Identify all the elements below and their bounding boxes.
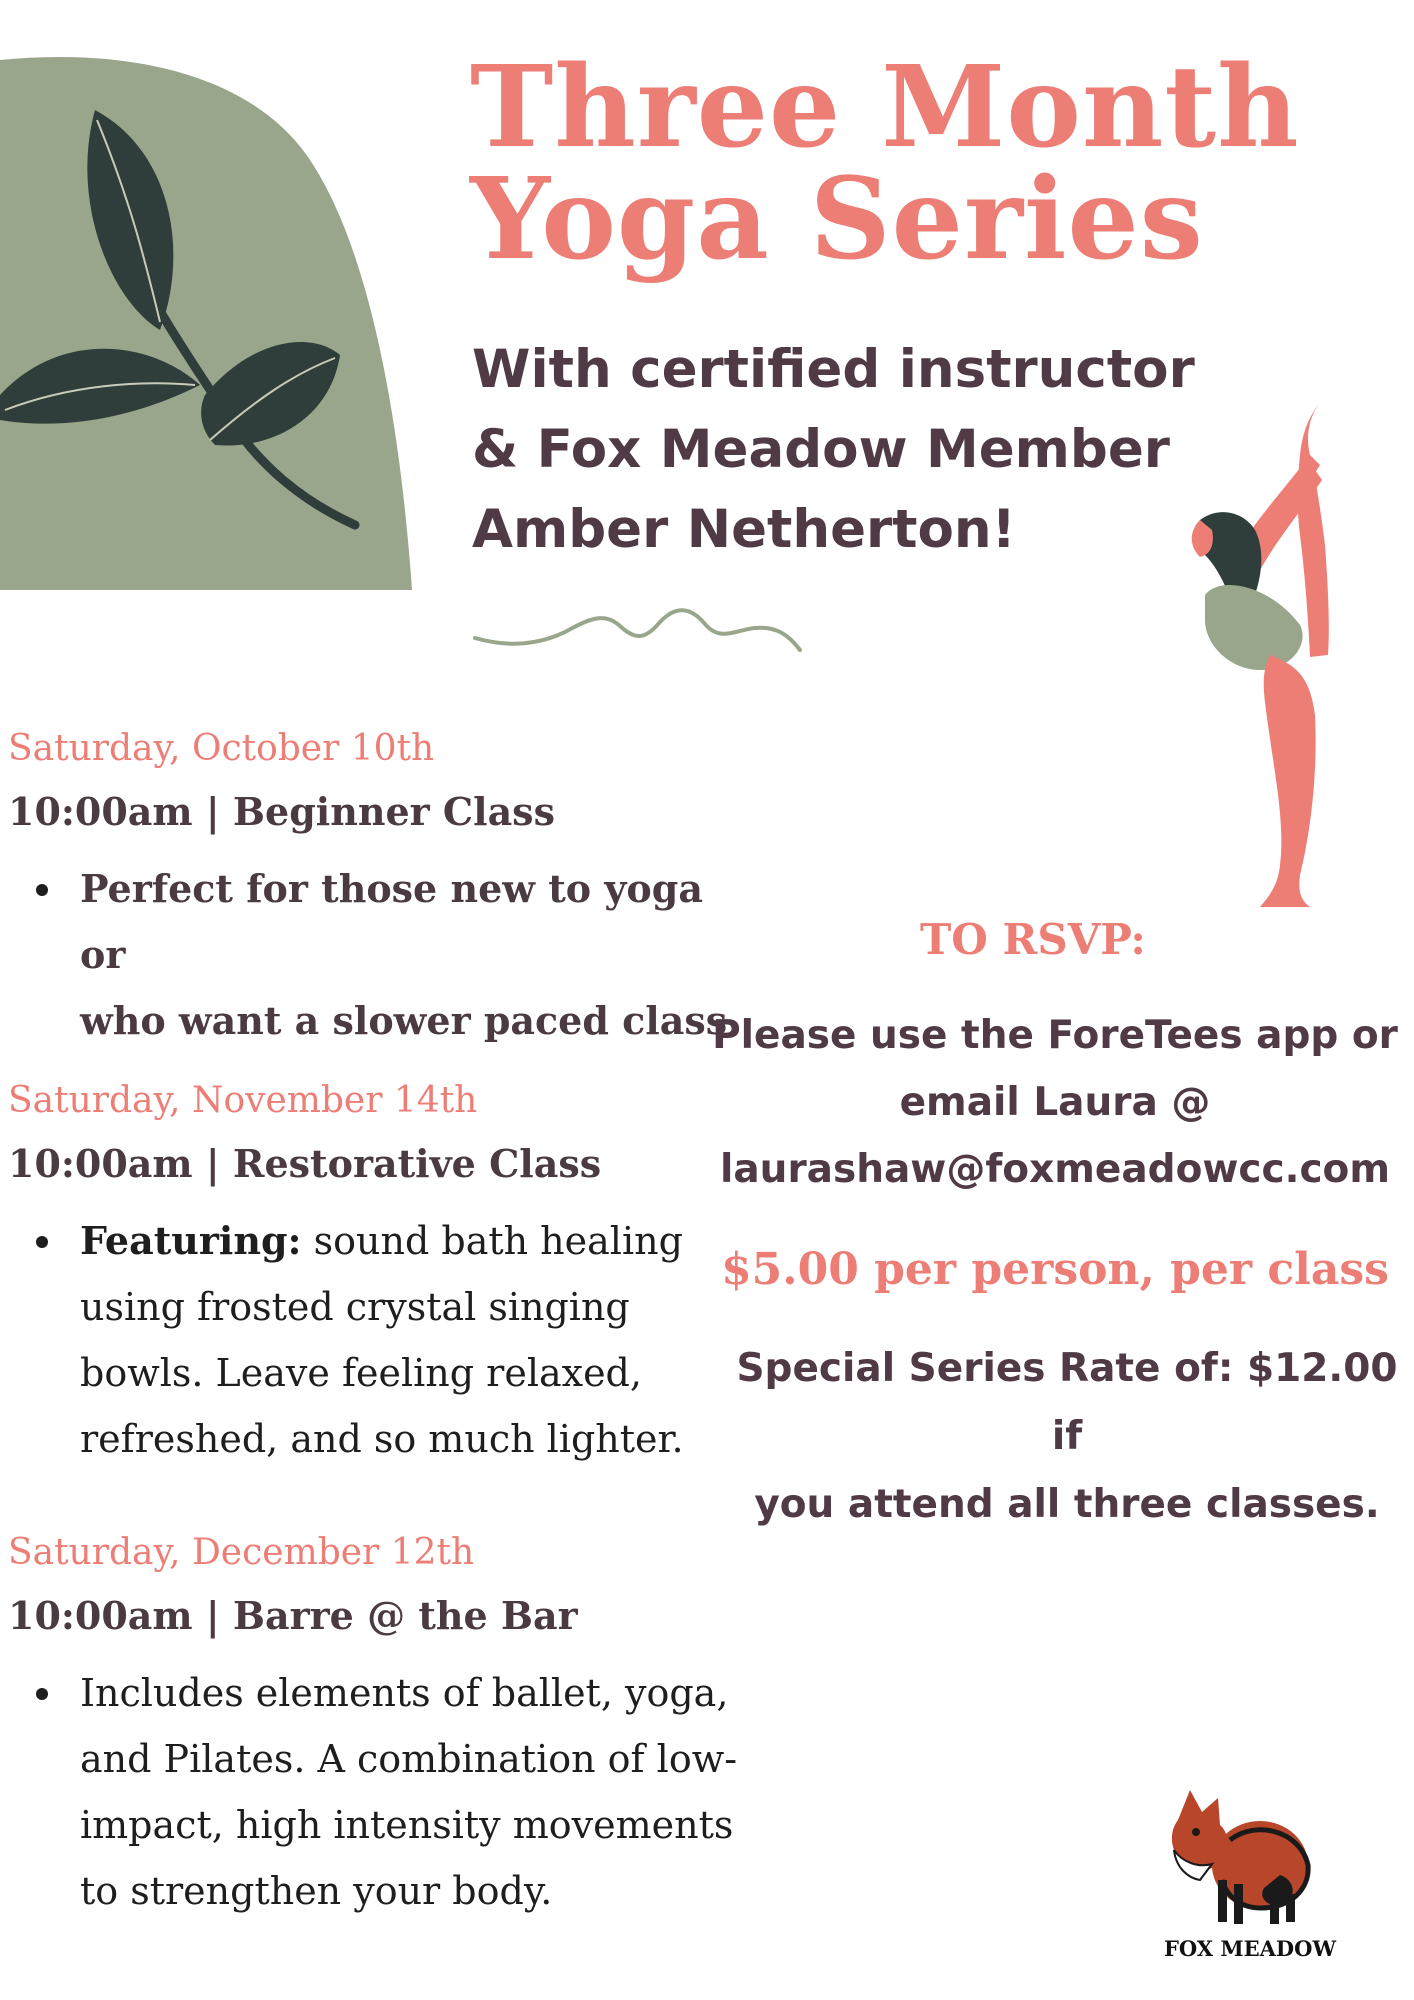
- description-line: and Pilates. A combination of low-: [80, 1737, 738, 1781]
- description-line: impact, high intensity movements: [80, 1803, 734, 1847]
- description-line: Perfect for those new to yoga or: [80, 866, 703, 977]
- subtitle-line-2: & Fox Meadow Member: [472, 419, 1170, 480]
- class-time-title: 10:00am | Restorative Class: [8, 1141, 602, 1186]
- class-description: [8, 1208, 748, 1472]
- description-line: using frosted crystal singing: [80, 1285, 630, 1329]
- rsvp-instructions: [700, 1002, 1410, 1203]
- description-line: bowls. Leave feeling relaxed,: [80, 1351, 642, 1395]
- rsvp-line: email Laura @: [899, 1080, 1211, 1125]
- description-line: to strengthen your body.: [80, 1869, 553, 1913]
- schedule-item-october: [8, 728, 748, 1054]
- bullet-icon: [36, 1236, 48, 1248]
- leaf-blob-illustration: [0, 0, 420, 590]
- description-lead: Featuring:: [80, 1218, 302, 1263]
- class-description: [8, 856, 748, 1054]
- page-title: [470, 42, 1370, 285]
- fox-logo-icon: [1160, 1780, 1320, 1930]
- instructor-subtitle: [472, 330, 1232, 570]
- subtitle-line-1: With certified instructor: [472, 339, 1195, 400]
- description-line: Includes elements of ballet, yoga,: [80, 1671, 729, 1715]
- description-line: sound bath healing: [301, 1219, 683, 1263]
- class-date: Saturday, November 14th: [8, 1080, 478, 1121]
- bullet-icon: [36, 1688, 48, 1700]
- rsvp-heading: TO RSVP:: [920, 915, 1146, 964]
- special-rate-text: [720, 1335, 1414, 1539]
- bullet-icon: [36, 884, 48, 896]
- class-time-title: 10:00am | Barre @ the Bar: [8, 1593, 578, 1638]
- price-text: $5.00 per person, per class: [721, 1244, 1389, 1295]
- class-time-title: 10:00am | Beginner Class: [8, 789, 555, 834]
- class-description: [8, 1660, 748, 1924]
- rsvp-line: Please use the ForeTees app or: [712, 1013, 1398, 1058]
- title-line-2: Yoga Series: [470, 154, 1204, 285]
- logo-wordmark: FOX MEADOW: [1163, 1936, 1337, 1961]
- title-line-1: Three Month: [470, 42, 1300, 173]
- yoga-pose-illustration: [1160, 395, 1360, 915]
- special-line: Special Series Rate of: $12.00 if: [736, 1346, 1398, 1459]
- squiggle-divider: [470, 600, 810, 660]
- class-date: Saturday, October 10th: [8, 728, 435, 769]
- class-date: Saturday, December 12th: [8, 1532, 475, 1573]
- schedule-item-november: [8, 1080, 748, 1472]
- subtitle-line-3: Amber Netherton!: [472, 499, 1016, 560]
- special-line: you attend all three classes.: [754, 1482, 1380, 1527]
- description-line: who want a slower paced class: [80, 998, 728, 1043]
- schedule-item-december: [8, 1532, 748, 1924]
- description-line: refreshed, and so much lighter.: [80, 1417, 684, 1461]
- rsvp-email: laurashaw@foxmeadowcc.com: [720, 1147, 1390, 1192]
